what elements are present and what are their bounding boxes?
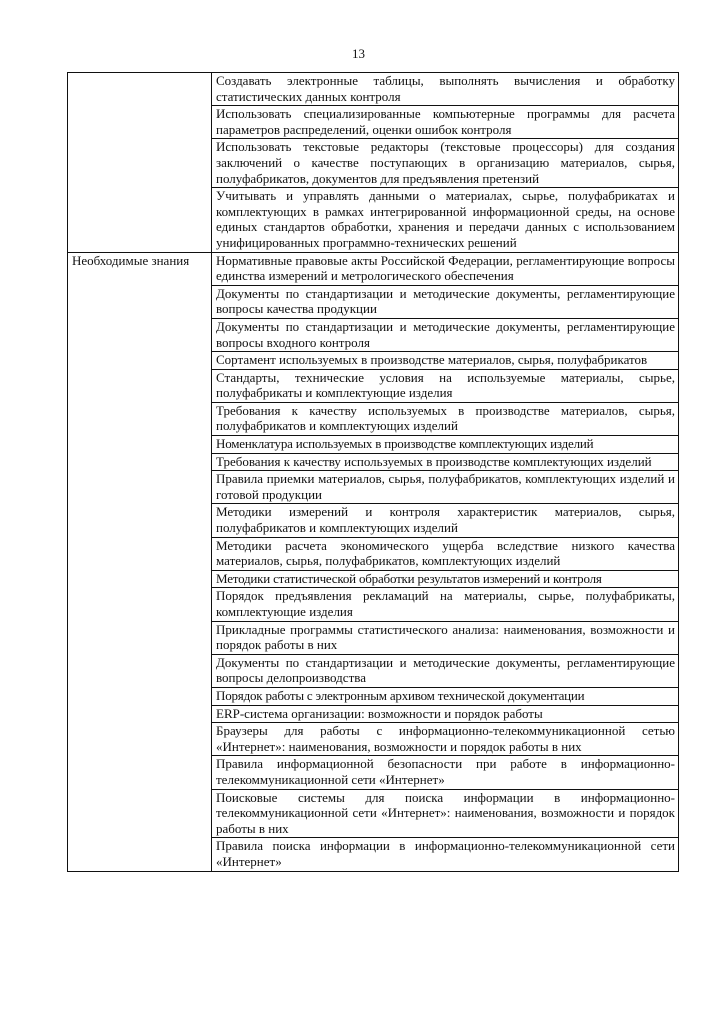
skill-cell: Использовать текстовые редакторы (текстовые процессоры) для создания заключений о качестве поступающих в организацию материалов, сырья, полуфабрикатов, документов для предъявления претензий [212,139,679,188]
skill-cell: Использовать специализированные компьютерные программы для расчета параметров распределений, оценки ошибок контроля [212,106,679,139]
knowledge-cell: Методики статистической обработки результатов измерений и контроля [212,570,679,588]
knowledge-cell: Стандарты, технические условия на используемые материалы, сырье, полуфабрикаты и комплектующие изделия [212,369,679,402]
knowledge-cell: Номенклатура используемых в производстве комплектующих изделий [212,436,679,454]
requirements-table [67,72,679,872]
knowledge-cell: Методики измерений и контроля характеристик материалов, сырья, полуфабрикатов и комплектующих изделий [212,504,679,537]
knowledge-cell: Сортамент используемых в производстве материалов, сырья, полуфабрикатов [212,352,679,370]
table-row [68,73,679,106]
knowledge-cell: Браузеры для работы с информационно-телекоммуникационной сетью «Интернет»: наименования, возможности и порядок работы в них [212,723,679,756]
knowledge-cell: Порядок работы с электронным архивом технической документации [212,687,679,705]
knowledge-cell: Порядок предъявления рекламаций на материалы, сырье, полуфабрикаты, комплектующие изделия [212,588,679,621]
knowledge-cell: Методики расчета экономического ущерба вследствие низкого качества материалов, сырья, полуфабрикатов, комплектующих изделий [212,537,679,570]
knowledge-cell: Требования к качеству используемых в производстве материалов, сырья, полуфабрикатов и комплектующих изделий [212,402,679,435]
skills-label-cell [68,73,212,253]
knowledge-label: Необходимые знания [68,252,212,871]
skill-cell: Создавать электронные таблицы, выполнять вычисления и обработку статистических данных контроля [212,73,679,106]
knowledge-cell: Правила поиска информации в информационно-телекоммуникационной сети «Интернет» [212,838,679,871]
knowledge-cell: Документы по стандартизации и методические документы, регламентирующие вопросы делопроизводства [212,654,679,687]
knowledge-cell: Поисковые системы для поиска информации в информационно-телекоммуникационной сети «Интернет»: наименования, возможности и порядок работы в них [212,789,679,838]
knowledge-cell: Правила приемки материалов, сырья, полуфабрикатов, комплектующих изделий и готовой продукции [212,471,679,504]
knowledge-cell: Документы по стандартизации и методические документы, регламентирующие вопросы входного контроля [212,318,679,351]
knowledge-cell: Требования к качеству используемых в производстве комплектующих изделий [212,453,679,471]
page-number: 13 [352,46,365,61]
knowledge-cell: ERP-система организации: возможности и порядок работы [212,705,679,723]
knowledge-cell: Правила информационной безопасности при работе в информационно-телекоммуникационной сети «Интернет» [212,756,679,789]
knowledge-cell: Прикладные программы статистического анализа: наименования, возможности и порядок работы в них [212,621,679,654]
skill-cell: Учитывать и управлять данными о материалах, сырье, полуфабрикатах и комплектующих в рамках интегрированной информационной среды, на основе единых стандартов обработки, хранения и передачи данных с использованием унифицированных программно-технических решений [212,188,679,252]
knowledge-cell: Нормативные правовые акты Российской Федерации, регламентирующие вопросы единства измерений и метрологического обеспечения [212,252,679,285]
knowledge-cell: Документы по стандартизации и методические документы, регламентирующие вопросы качества продукции [212,285,679,318]
table-row [68,252,679,285]
